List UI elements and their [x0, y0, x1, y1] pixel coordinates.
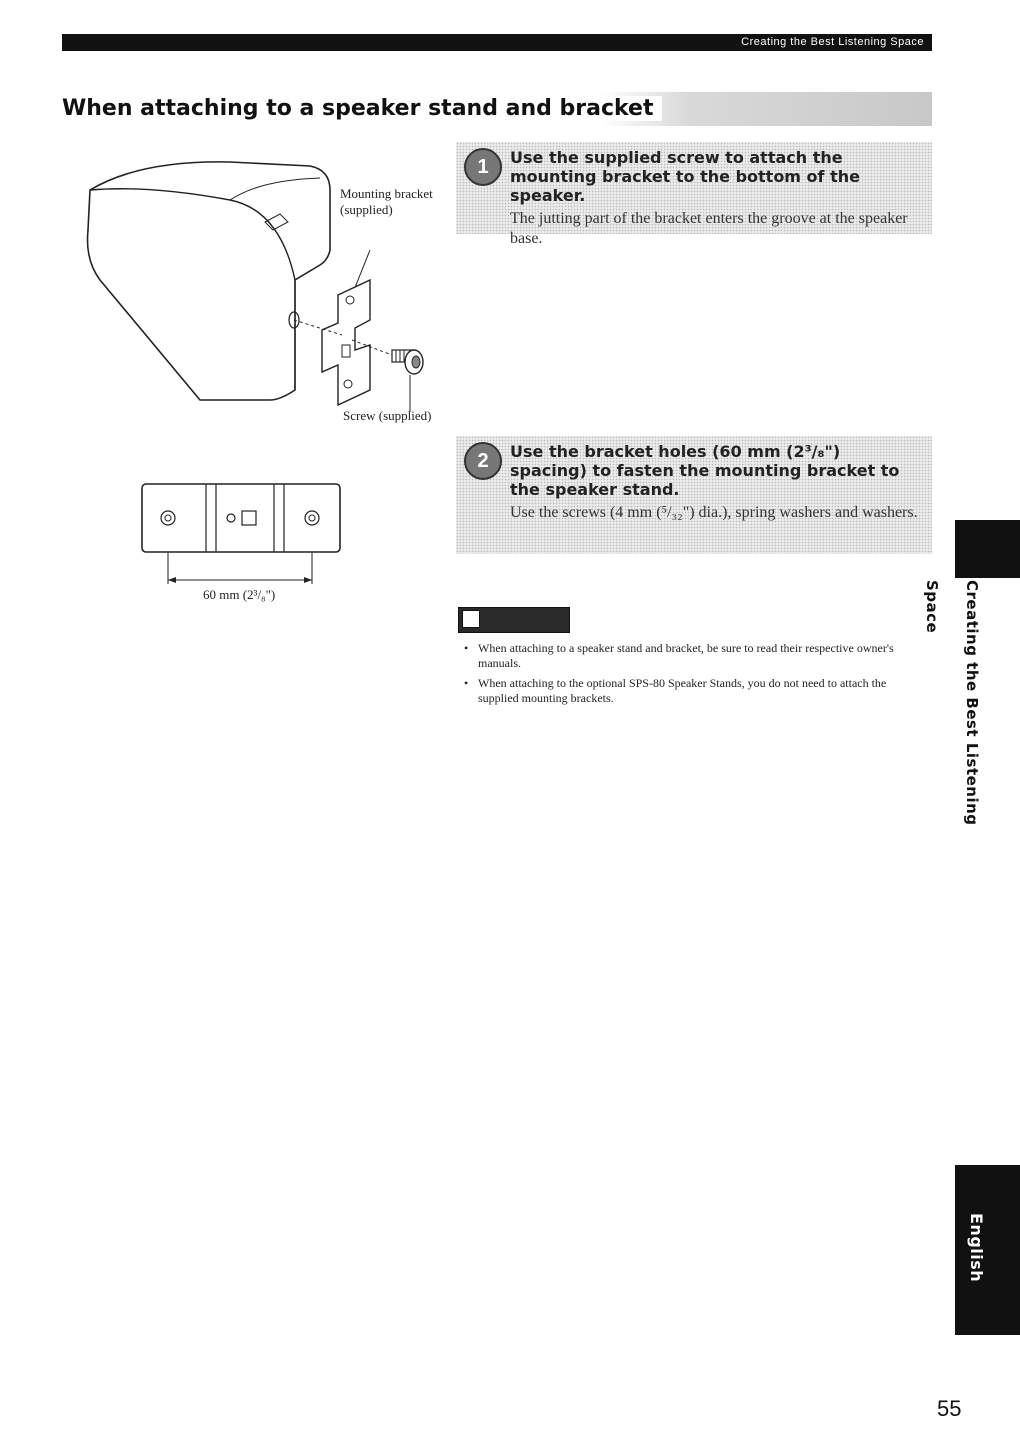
step-2-heading: Use the bracket holes (60 mm (2³/₈") spacing) to fasten the mounting bracket to the speaker stand. [510, 442, 900, 499]
note-item: • When attaching to the optional SPS-80 Speaker Stands, you do not need to attach the supplied mounting brackets. [462, 676, 922, 706]
step-2-body: Use the screws (4 mm (⁵/₃₂") dia.), spring washers and washers. [510, 504, 918, 521]
section-title [62, 92, 932, 126]
notes-list [462, 641, 922, 711]
section-title-text: When attaching to a speaker stand and bracket [62, 96, 662, 121]
language-tab-label: English [967, 1213, 986, 1283]
bracket-label-line1: Mounting bracket [340, 186, 433, 201]
bracket-label-line2: (supplied) [340, 202, 393, 217]
language-tab [955, 1165, 1020, 1335]
speaker-body [88, 162, 331, 400]
step-1-number-badge: 1 [464, 148, 502, 186]
chapter-tab-label: Creating the Best Listening Space [923, 580, 981, 826]
screw [392, 350, 423, 374]
running-header: Creating the Best Listening Space [62, 34, 932, 51]
chapter-tab-marker [955, 520, 1020, 578]
step-1 [456, 142, 932, 247]
hint-glyph-icon [462, 610, 480, 628]
note-item: • When attaching to a speaker stand and bracket, be sure to read their respective owner's manuals. [462, 641, 922, 671]
step-2-number-badge: 2 [464, 442, 502, 480]
bracket-plate-diagram [138, 480, 348, 590]
mounting-bracket-callout [340, 186, 433, 218]
page-number: 55 [937, 1396, 962, 1421]
screw-callout: Screw (supplied) [343, 408, 432, 423]
step-2 [456, 436, 932, 554]
hint-icon [458, 607, 570, 633]
step-1-body: The jutting part of the bracket enters the groove at the speaker base. [510, 210, 908, 247]
step-1-heading: Use the supplied screw to attach the mounting bracket to the bottom of the speaker. [510, 148, 860, 205]
dimension-label: 60 mm (2³/₈") [203, 587, 276, 602]
